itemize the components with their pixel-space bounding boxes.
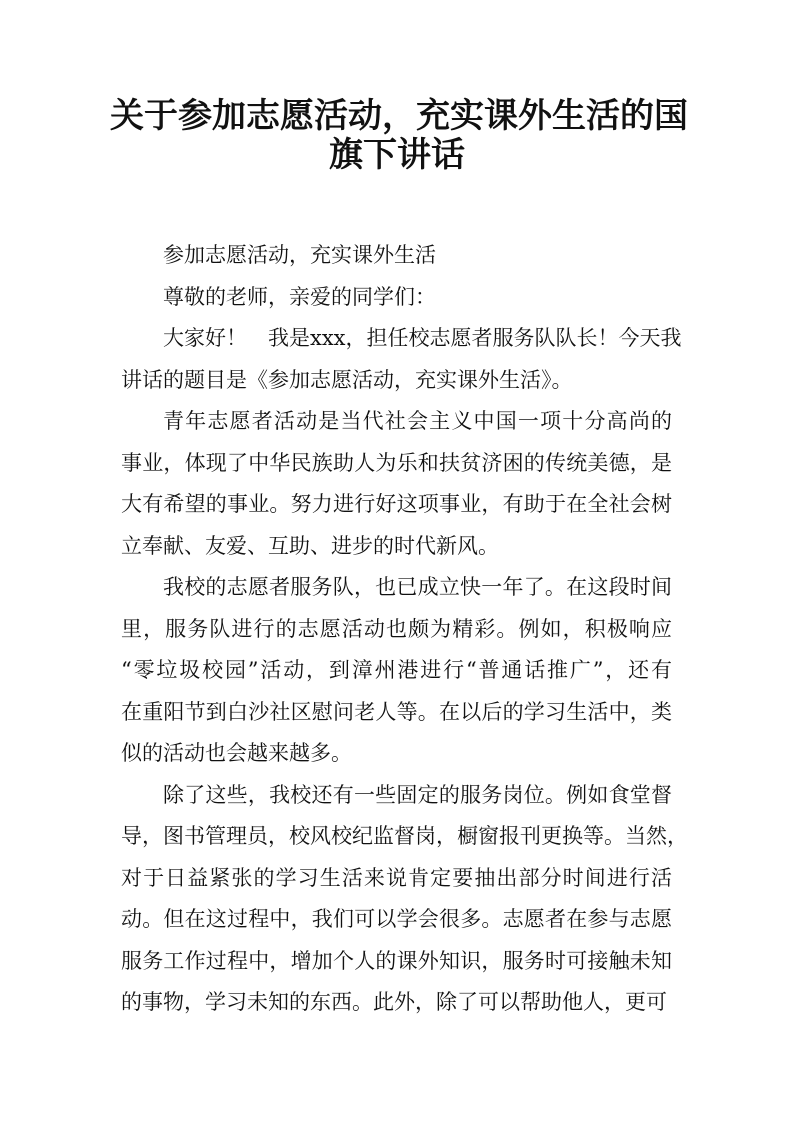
text-line: 似的活动也会越来越多。	[121, 741, 352, 765]
paragraph	[121, 775, 688, 1024]
document-body	[121, 235, 688, 1024]
text-line: 动。但在这过程中，我们可以学会很多。志愿者在参与志愿	[121, 907, 672, 931]
text-line: 导，图书管理员，校风校纪监督岗，橱窗报刊更换等。当然，	[121, 824, 688, 848]
text-line: 对于日益紧张的学习生活来说肯定要抽出部分时间进行活	[121, 865, 672, 890]
text-line: 参加志愿活动，充实课外生活	[163, 243, 436, 267]
text-line: 事业，体现了中华民族助人为乐和扶贫济困的传统美德，是	[121, 450, 672, 475]
text-line: 讲话的题目是《参加志愿活动，充实课外生活》。	[121, 367, 573, 392]
document-title	[110, 96, 688, 175]
text-line: 我校的志愿者服务队，也已成立快一年了。在这段时间	[163, 575, 672, 599]
text-line: 里，服务队进行的志愿活动也颇为精彩。例如，积极响应	[121, 616, 672, 641]
title-line: 关于参加志愿活动，充实课外生活的国	[110, 96, 688, 136]
text-line: 在重阳节到白沙社区慰问老人等。在以后的学习生活中，类	[121, 699, 672, 724]
text-line: 除了这些，我校还有一些固定的服务岗位。例如食堂督	[163, 782, 672, 807]
text-line: 青年志愿者活动是当代社会主义中国一项十分高尚的	[163, 409, 672, 433]
text-line: 大有希望的事业。努力进行好这项事业，有助于在全社会树	[121, 492, 672, 516]
paragraph	[121, 277, 672, 319]
text-line: 服务工作过程中，增加个人的课外知识，服务时可接触未知	[121, 948, 672, 973]
text-line: “零垃圾校园”活动，到漳州港进行“普通话推广”，还有	[121, 658, 672, 682]
text-line: 的事物，学习未知的东西。此外，除了可以帮助他人，更可	[121, 990, 667, 1014]
text-line: 立奉献、友爱、互助、进步的时代新风。	[121, 533, 499, 558]
paragraph	[121, 318, 682, 401]
text-line: 尊敬的老师，亲爱的同学们：	[163, 284, 436, 309]
paragraph	[121, 401, 672, 567]
title-line: 旗下讲话	[329, 135, 465, 175]
paragraph	[121, 235, 672, 277]
text-line: 大家好！ 我是xxx，担任校志愿者服务队队长！今天我	[163, 326, 682, 350]
paragraph	[121, 567, 672, 775]
